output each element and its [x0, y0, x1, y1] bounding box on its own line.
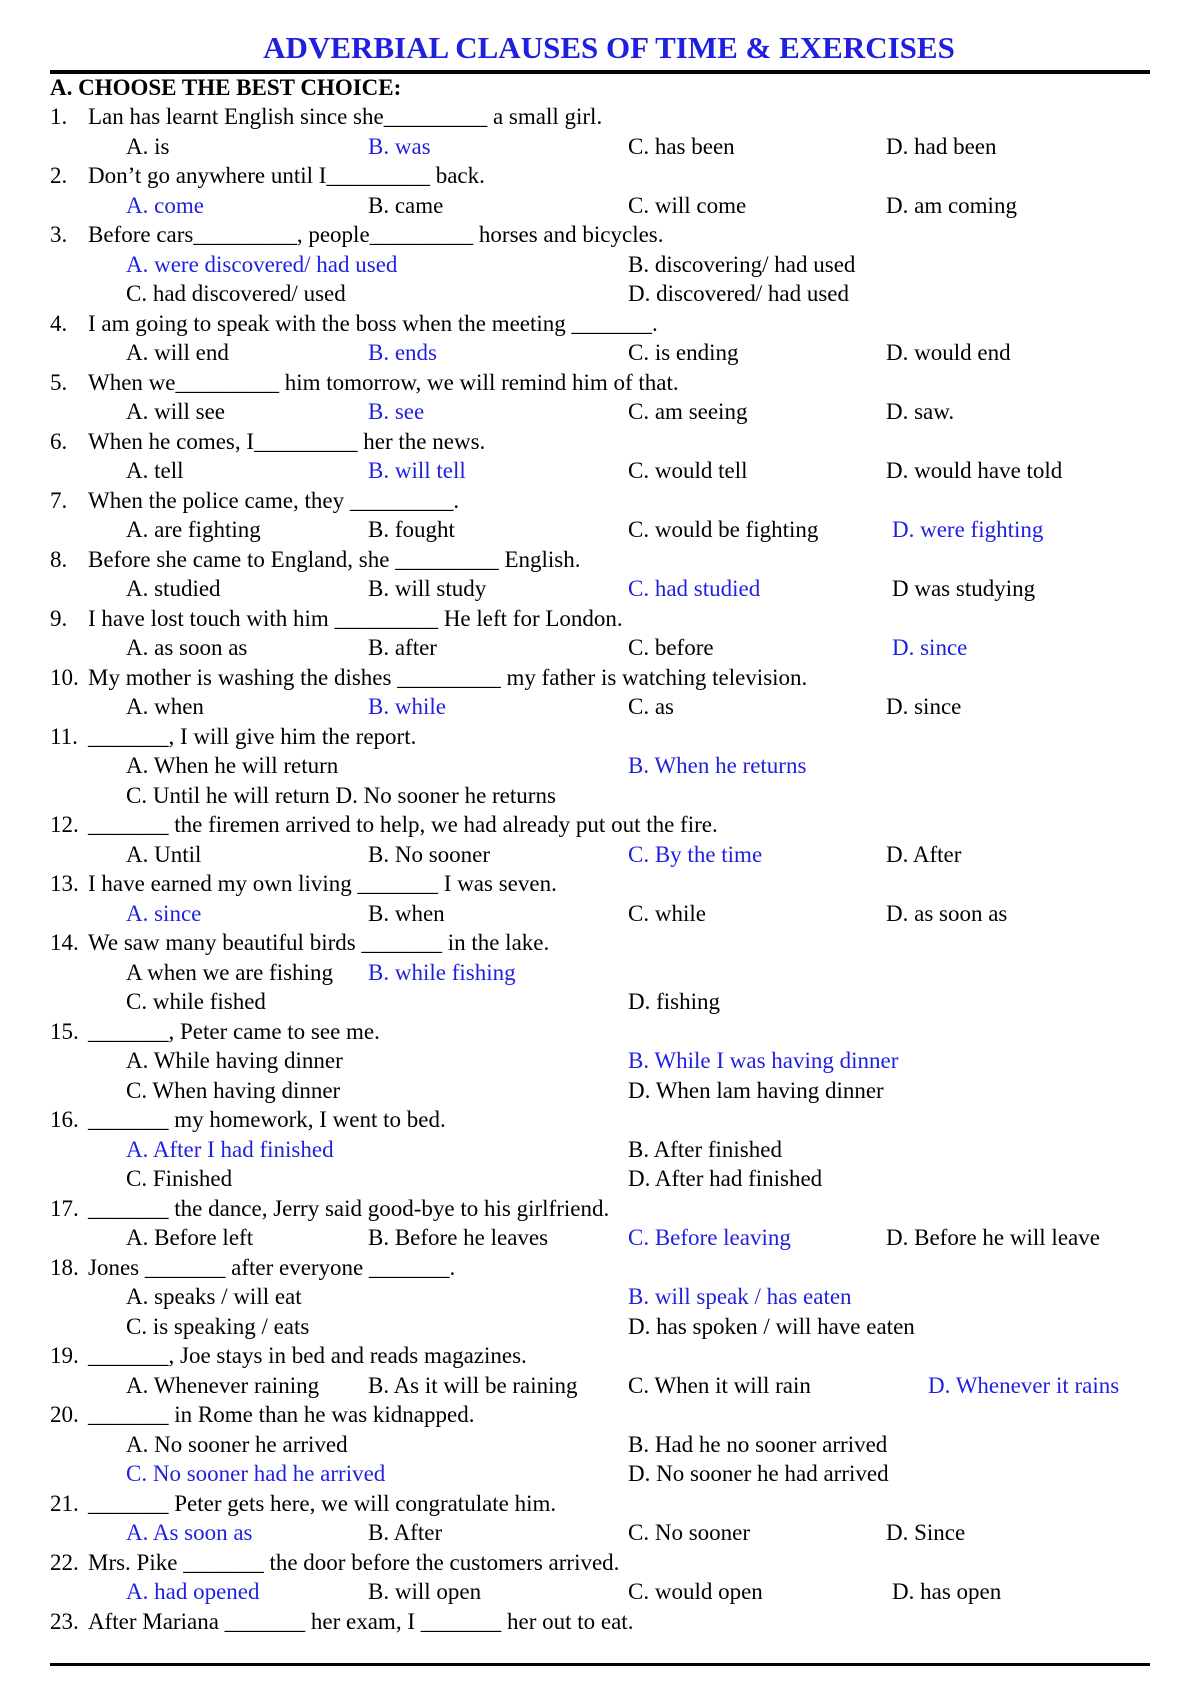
question-number: 6. [50, 428, 68, 454]
choice-option[interactable]: D. am coming [886, 192, 1017, 218]
question-stem: I have lost touch with him _________ He left for London. [88, 605, 623, 631]
answer-option[interactable]: A. come [126, 192, 204, 218]
question-number: 8. [50, 546, 68, 572]
question-stem: I am going to speak with the boss when the meeting _______. [88, 310, 658, 336]
option-row [50, 692, 1150, 722]
choice-option[interactable]: D. saw. [886, 399, 955, 424]
option-row [50, 781, 1150, 811]
choice-option[interactable]: D. would end [886, 340, 1011, 365]
question-number: 21. [50, 1490, 79, 1516]
choice-option[interactable]: B. discovering/ had used [628, 251, 856, 277]
choice-option[interactable]: A. Until [126, 841, 202, 867]
choice-option[interactable]: C. while fished [126, 989, 266, 1014]
question-number: 5. [50, 369, 68, 395]
question-stem: _______, I will give him the report. [88, 723, 417, 749]
question-12 [50, 810, 1150, 840]
answer-option[interactable]: B. will speak / has eaten [628, 1284, 852, 1309]
question-stem: Before she came to England, she _________ English. [88, 546, 581, 572]
answer-option[interactable]: A. had opened [126, 1579, 260, 1604]
option-row [50, 840, 1150, 870]
question-15 [50, 1017, 1150, 1047]
question-7 [50, 486, 1150, 516]
question-stem: When he comes, I_________ her the news. [88, 428, 486, 454]
question-number: 11. [50, 723, 78, 749]
question-10 [50, 663, 1150, 693]
answer-option[interactable]: A. After I had finished [126, 1136, 334, 1162]
choice-option[interactable]: D. had been [886, 133, 997, 159]
answer-option[interactable]: A. As soon as [126, 1520, 253, 1545]
question-stem: Mrs. Pike _______ the door before the customers arrived. [88, 1549, 620, 1575]
question-number: 20. [50, 1402, 79, 1427]
question-stem: _______ Peter gets here, we will congratulate him. [88, 1490, 557, 1516]
choice-option[interactable]: C. is ending [628, 340, 739, 365]
worksheet-page [50, 28, 1150, 1636]
choice-option[interactable]: A. will see [126, 399, 226, 424]
question-number: 14. [50, 930, 79, 955]
answer-option[interactable]: B. while [368, 694, 446, 719]
answer-option[interactable]: A. since [126, 900, 202, 926]
option-row [50, 191, 1150, 221]
answer-option[interactable]: B. will tell [368, 458, 466, 483]
answer-option[interactable]: D. were fighting [892, 517, 1044, 542]
choice-option[interactable]: B. Had he no sooner arrived [628, 1431, 888, 1457]
question-21 [50, 1489, 1150, 1519]
choice-option[interactable]: B. came [368, 192, 444, 218]
question-number: 18. [50, 1254, 79, 1280]
choice-option[interactable]: C. while [628, 900, 706, 926]
choice-option[interactable]: A. tell [126, 458, 184, 483]
option-row [50, 958, 1150, 988]
question-number: 9. [50, 605, 68, 631]
question-stem: Lan has learnt English since she_________ a small girl. [88, 104, 603, 129]
option-row [50, 1430, 1150, 1460]
answer-option[interactable]: C. Before leaving [628, 1225, 791, 1250]
option-row [50, 397, 1150, 427]
answer-option[interactable]: A. were discovered/ had used [126, 251, 398, 277]
question-number: 16. [50, 1107, 79, 1132]
choice-option[interactable]: D. After [886, 841, 962, 867]
question-9 [50, 604, 1150, 634]
choice-option[interactable]: A when we are fishing [126, 959, 333, 985]
choice-option[interactable]: C. Until he will return D. No sooner he returns [126, 782, 556, 808]
option-row [50, 279, 1150, 309]
option-row [50, 899, 1150, 929]
option-row [50, 1164, 1150, 1194]
page-title: ADVERBIAL CLAUSES OF TIME & EXERCISES [263, 30, 955, 65]
question-number: 3. [50, 222, 68, 247]
question-number: 4. [50, 310, 68, 336]
option-row [50, 1459, 1150, 1489]
question-number: 13. [50, 871, 79, 896]
option-row [50, 1223, 1150, 1253]
choice-option[interactable]: D. After had finished [628, 1166, 823, 1191]
question-stem: _______, Peter came to see me. [88, 1018, 380, 1044]
choice-option[interactable]: D. since [886, 694, 962, 719]
choice-option[interactable]: A. when [126, 694, 204, 719]
option-row [50, 1518, 1150, 1548]
question-stem: Jones _______ after everyone _______. [88, 1254, 456, 1280]
question-number: 22. [50, 1549, 79, 1575]
choice-option[interactable]: C. No sooner [628, 1520, 751, 1545]
choice-option[interactable]: B. After [368, 1520, 443, 1545]
question-6 [50, 427, 1150, 457]
choice-option[interactable]: C. When it will rain [628, 1372, 811, 1398]
question-stem: We saw many beautiful birds _______ in the lake. [88, 930, 550, 955]
choice-option[interactable]: A. When he will return [126, 753, 339, 778]
option-row [50, 338, 1150, 368]
choice-option[interactable]: D. Before he will leave [886, 1225, 1100, 1250]
question-22 [50, 1548, 1150, 1578]
choice-option[interactable]: D. When lam having dinner [628, 1077, 884, 1103]
answer-option[interactable]: C. No sooner had he arrived [126, 1461, 386, 1486]
choice-option[interactable]: B. No sooner [368, 841, 491, 867]
choice-option[interactable]: B. will study [368, 576, 487, 601]
choice-option[interactable]: D. fishing [628, 989, 720, 1014]
question-17 [50, 1194, 1150, 1224]
choice-option[interactable]: D was studying [892, 576, 1036, 601]
answer-option[interactable]: B. while fishing [368, 959, 516, 985]
answer-option[interactable]: B. When he returns [628, 753, 807, 778]
question-number: 19. [50, 1343, 79, 1368]
question-23 [50, 1607, 1150, 1637]
question-stem: Don’t go anywhere until I_________ back. [88, 163, 485, 188]
choice-option[interactable]: C. would be fighting [628, 517, 819, 542]
choice-option[interactable]: B. After finished [628, 1136, 782, 1162]
question-number: 23. [50, 1608, 79, 1634]
question-stem: Before cars_________, people_________ horses and bicycles. [88, 222, 664, 247]
answer-option[interactable]: B. ends [368, 340, 437, 365]
choice-option[interactable]: C. has been [628, 133, 735, 159]
answer-option[interactable]: D. since [892, 635, 968, 660]
question-11 [50, 722, 1150, 752]
choice-option[interactable]: D. as soon as [886, 900, 1008, 926]
question-18 [50, 1253, 1150, 1283]
section-heading: A. CHOOSE THE BEST CHOICE: [50, 75, 402, 100]
question-stem: _______ my homework, I went to bed. [88, 1107, 446, 1132]
question-number: 7. [50, 487, 68, 513]
choice-option[interactable]: C. would tell [628, 458, 748, 483]
question-14 [50, 928, 1150, 958]
choice-option[interactable]: A. No sooner he arrived [126, 1431, 348, 1457]
answer-option[interactable]: B. see [368, 399, 425, 424]
option-row [50, 1135, 1150, 1165]
option-row [50, 250, 1150, 280]
question-stem: When the police came, they _________. [88, 487, 460, 513]
choice-option[interactable]: D. discovered/ had used [628, 281, 849, 306]
question-stem: My mother is washing the dishes _________ my father is watching television. [88, 664, 808, 690]
question-stem: When we_________ him tomorrow, we will remind him of that. [88, 369, 679, 395]
choice-option[interactable]: C. Finished [126, 1166, 233, 1191]
choice-option[interactable]: D. Since [886, 1520, 966, 1545]
choice-option[interactable]: D. has open [892, 1579, 1002, 1604]
option-row [50, 633, 1150, 663]
question-1 [50, 102, 1150, 132]
answer-option[interactable]: B. was [368, 133, 431, 159]
question-8 [50, 545, 1150, 575]
question-number: 17. [50, 1195, 79, 1221]
choice-option[interactable]: C. am seeing [628, 399, 748, 424]
choice-option[interactable]: C. would open [628, 1579, 763, 1604]
question-stem: _______ the dance, Jerry said good-bye to his girlfriend. [88, 1195, 610, 1221]
choice-option[interactable]: A. as soon as [126, 635, 248, 660]
option-row [50, 1282, 1150, 1312]
option-row [50, 1046, 1150, 1076]
choice-option[interactable]: C. had discovered/ used [126, 281, 346, 306]
question-stem: _______ the firemen arrived to help, we had already put out the fire. [88, 812, 718, 837]
choice-option[interactable]: B. fought [368, 517, 455, 542]
option-row [50, 515, 1150, 545]
choice-option[interactable]: A. are fighting [126, 517, 261, 542]
choice-option[interactable]: C. as [628, 694, 674, 719]
choice-option[interactable]: C. When having dinner [126, 1077, 341, 1103]
choice-option[interactable]: C. before [628, 635, 714, 660]
option-row [50, 132, 1150, 162]
choice-option[interactable]: A. speaks / will eat [126, 1284, 302, 1309]
question-5 [50, 368, 1150, 398]
answer-option[interactable]: B. While I was having dinner [628, 1048, 899, 1073]
question-13 [50, 869, 1150, 899]
answer-option[interactable]: C. By the time [628, 841, 763, 867]
choice-option[interactable]: B. after [368, 635, 437, 660]
question-20 [50, 1400, 1150, 1430]
choice-option[interactable]: A. is [126, 133, 170, 159]
question-number: 12. [50, 812, 79, 837]
question-3 [50, 220, 1150, 250]
choice-option[interactable]: B. will open [368, 1579, 482, 1604]
question-number: 1. [50, 104, 68, 129]
question-stem: _______, Joe stays in bed and reads magazines. [88, 1343, 527, 1368]
question-number: 2. [50, 163, 68, 188]
answer-option[interactable]: C. had studied [628, 576, 761, 601]
choice-option[interactable]: A. studied [126, 576, 221, 601]
question-number: 15. [50, 1018, 79, 1044]
bottom-divider [50, 1663, 1150, 1666]
question-2 [50, 161, 1150, 191]
choice-option[interactable]: B. Before he leaves [368, 1225, 549, 1250]
option-row [50, 574, 1150, 604]
choice-option[interactable]: B. As it will be raining [368, 1372, 578, 1398]
choice-option[interactable]: C. will come [628, 192, 747, 218]
question-19 [50, 1341, 1150, 1371]
option-row [50, 751, 1150, 781]
option-row [50, 1371, 1150, 1401]
choice-option[interactable]: C. is speaking / eats [126, 1313, 310, 1339]
question-16 [50, 1105, 1150, 1135]
answer-option[interactable]: D. Whenever it rains [928, 1372, 1120, 1398]
choice-option[interactable]: A. While having dinner [126, 1048, 343, 1073]
question-list [50, 102, 1150, 1636]
choice-option[interactable]: A. Whenever raining [126, 1372, 320, 1398]
question-stem: I have earned my own living _______ I was seven. [88, 871, 557, 896]
choice-option[interactable]: A. Before left [126, 1225, 254, 1250]
option-row [50, 987, 1150, 1017]
option-row [50, 1577, 1150, 1607]
option-row [50, 456, 1150, 486]
question-stem: After Mariana _______ her exam, I _______ her out to eat. [88, 1608, 634, 1634]
choice-option[interactable]: D. No sooner he had arrived [628, 1461, 889, 1486]
choice-option[interactable]: D. would have told [886, 458, 1063, 483]
choice-option[interactable]: B. when [368, 900, 445, 926]
question-stem: _______ in Rome than he was kidnapped. [88, 1402, 475, 1427]
choice-option[interactable]: D. has spoken / will have eaten [628, 1313, 915, 1339]
option-row [50, 1312, 1150, 1342]
choice-option[interactable]: A. will end [126, 340, 229, 365]
option-row [50, 1076, 1150, 1106]
question-number: 10. [50, 664, 79, 690]
question-4 [50, 309, 1150, 339]
